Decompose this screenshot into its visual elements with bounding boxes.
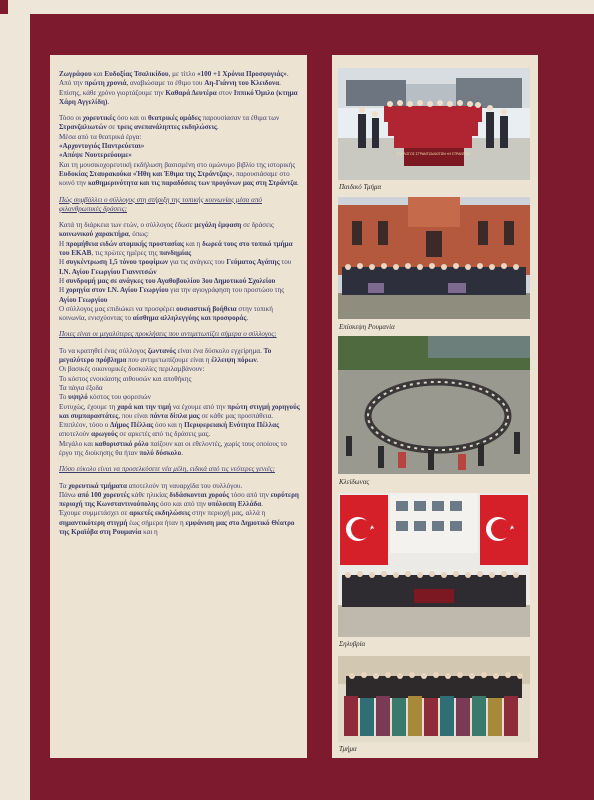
bold-text: έλλειψη πόρων: [211, 356, 257, 365]
text-run: κάθε ηλικίας: [129, 490, 170, 499]
bold-text: θεατρικές ομάδες: [147, 114, 201, 123]
text-run: , αναβιώσαμε το έθιμο του: [126, 79, 205, 88]
text-run: παρουσίασαν τα έθιμα των: [200, 114, 280, 123]
article-paragraph: [59, 365, 300, 374]
text-run: , που είναι: [118, 411, 150, 420]
bold-text: υψηλό: [68, 393, 88, 402]
paragraph-gap: [59, 323, 300, 330]
text-run: Οι βασικές οικονομικές δυσκολίες περιλαμβάνουν:: [59, 365, 205, 374]
photo-klidonas-dance: [338, 336, 530, 474]
article-paragraph: [59, 286, 300, 305]
text-run: για την αγιογράφηση του προστώου της: [168, 286, 285, 295]
article-paragraph: [59, 375, 300, 384]
bold-text: αρκετές εκδηλώσεις: [129, 509, 191, 518]
text-run: .: [261, 500, 263, 509]
text-run: του: [279, 258, 292, 267]
text-run: Και τη μουσικοχορευτική εκδήλωση βασισμένη στο ομώνυμο βιβλίο της ιστορικής: [59, 160, 296, 169]
interview-question: Πόσο εύκολο είναι να προσελκύσετε νέα μέλη, ειδικά από τις νεότερες γενιές;: [59, 465, 275, 474]
text-run: , όπως:: [128, 230, 149, 239]
text-run: Η: [59, 239, 66, 248]
bold-text: εμφάνιση μας στο Δημοτικό Θέατρο της Κραϊόβα στη Ρουμανία: [59, 518, 295, 537]
text-run: .: [296, 179, 299, 188]
article-paragraph: [59, 384, 300, 393]
text-run: , τις πρώτες ημέρες της: [91, 249, 160, 258]
text-run: .: [256, 356, 259, 365]
photo-dance-section: [338, 656, 530, 742]
bold-text: καθοριστικό ρόλο: [94, 439, 149, 448]
text-run: Η: [59, 286, 66, 295]
text-run: αποτελούν: [59, 430, 92, 439]
corner-mark: [0, 0, 8, 14]
bold-text: Αη-Γιάννη του Κλειδονα: [204, 79, 280, 88]
text-run: στην τοπική κοινωνία, ενισχύοντας το: [59, 304, 273, 323]
bold-text: «Αρχοντογιός Παντρεύεται»: [59, 142, 145, 151]
bold-text: από 100 χορευτές: [77, 490, 130, 499]
text-run: για τις ανάγκες του: [168, 258, 227, 267]
bold-text: πρώτη στιγμή χορηγούς και συμπαραστάτες: [59, 402, 300, 420]
bold-text: αίσθημα αλληλεγγύης και προσφοράς: [132, 314, 247, 323]
bold-text: χορευτικά τμήματα: [68, 481, 127, 490]
text-run: σε αρκετές από τις δράσεις μας.: [117, 430, 211, 439]
text-run: Μεγάλο και: [59, 439, 95, 448]
article-paragraph: [59, 403, 300, 422]
text-run: .: [246, 314, 249, 323]
bold-text: πανδημίας: [159, 249, 192, 258]
bold-text: πολύ δύσκολο: [139, 448, 182, 457]
bold-text: Ευδοξίας Τσαλικίδου: [104, 70, 169, 78]
article-paragraph: [59, 347, 300, 366]
paragraph-gap: [59, 107, 300, 114]
text-run: όσο και από την: [158, 500, 208, 509]
photo-silivria-group: [338, 493, 530, 637]
bold-text: Δήμος Πέλλας: [110, 421, 154, 430]
article-paragraph: [59, 393, 300, 402]
text-run: .: [286, 70, 289, 78]
text-run: και η: [183, 239, 203, 248]
text-run: .: [107, 97, 110, 106]
paragraph-gap: [59, 189, 300, 196]
bold-text: Αγίου Γεωργίου: [59, 295, 108, 304]
bold-text: Γεύματος Αγάπης: [226, 258, 280, 267]
article-paragraph: [59, 79, 300, 107]
bold-text: κοινωνικού χαρακτήρα: [59, 230, 129, 239]
photo-caption: Κλείδωνας: [339, 478, 370, 486]
interview-question: Ποιες είναι οι μεγαλύτερες προκλήσεις που αντιμετωπίζει σήμερα ο σύλλογος;: [59, 330, 277, 339]
text-run: παίζουν και οι εθελοντές, χωρίς τους οποίους το έργο της διοίκησης θα ήταν: [59, 439, 287, 457]
text-run: στην περιοχή μας, αλλά η: [190, 509, 266, 518]
text-run: Ο σύλλογος μας επιδιώκει να προσφέρει: [59, 304, 177, 313]
left-margin: [0, 14, 30, 800]
article-paragraph: [59, 440, 300, 459]
bold-text: χαρά και την τιμή: [117, 402, 172, 411]
article-paragraph: [59, 421, 300, 440]
text-run: είναι ένα δύσκολο εγχείρημα.: [175, 346, 264, 355]
bold-text: «Απόψε Νουτερεύουμε»: [59, 151, 132, 160]
bold-text: χορευτικές: [82, 114, 116, 123]
article-paragraph: [59, 240, 300, 259]
article-paragraph: [59, 151, 300, 160]
text-run: Πάνω: [59, 490, 78, 499]
article-paragraph: [59, 482, 300, 491]
bold-text: μεγάλη έμφαση: [194, 221, 242, 230]
text-run: Η: [59, 258, 66, 267]
paragraph-gap: [59, 214, 300, 221]
text-run: σε κάθε μας προσπάθεια.: [199, 411, 274, 420]
photo-caption: Παιδικό Τμήμα: [339, 183, 382, 191]
bold-text: τρεις ανεπανάληπτες εκδηλώσεις: [117, 123, 217, 132]
text-run: Μέσα από τα θεατρικά έργα:: [59, 132, 142, 141]
text-run: Η: [59, 276, 66, 285]
text-run: . Επίσης, κάθε χρόνο γιορτάζουμε την: [59, 79, 281, 97]
text-run: τόσο από την: [229, 490, 271, 499]
text-run: που αντιμετωπίζουμε είναι η: [126, 356, 212, 365]
bold-text: Ευδοκίας Σταυρακούκα «Ήθη και Έθιμα της Στράντζας»: [59, 169, 233, 178]
article-paragraph: [59, 133, 300, 142]
bold-text: Καθαρά Δευτέρα: [165, 88, 217, 97]
bold-text: υπόλοιπη Ελλάδα: [207, 500, 262, 509]
bold-text: ευρύτερη περιοχή της Κωνσταντινούπολης: [59, 490, 299, 509]
interview-question: Πώς συμβάλλει ο σύλλογος στη στήριξη της τοπικής κοινωνίας μέσα από φιλανθρωπικές δράσεις;: [59, 195, 262, 213]
text-run: Ευτυχώς, έχουμε τη: [59, 402, 118, 411]
text-run: .: [181, 448, 183, 457]
text-run: .: [216, 123, 219, 132]
text-run: Κατά τη διάρκεια των ετών, ο σύλλογος έδωσε: [59, 221, 195, 230]
text-run: στον: [216, 88, 234, 97]
text-run: Τόσο οι: [59, 114, 83, 123]
bold-text: «100 +1 Χρόνια Προσφυγιάς»: [197, 70, 287, 78]
bold-text: Στρανζαλιωτών: [59, 123, 107, 132]
article-paragraph: [59, 258, 300, 277]
bold-text: πρώτη χρονιά: [84, 79, 127, 88]
bold-text: δωρεά τους στο τοπικό τμήμα του ΕΚΑΒ: [59, 239, 293, 258]
photo-children-group: [338, 68, 530, 180]
article-paragraph: [59, 509, 300, 537]
text-run: Το: [59, 393, 69, 402]
bold-text: Ζωγράφου: [59, 70, 92, 78]
bold-text: Το μεγαλύτερο πρόβλημα: [59, 346, 272, 365]
article-paragraph: [59, 221, 300, 240]
paragraph-gap: [59, 475, 300, 482]
top-bar: [0, 0, 594, 14]
bold-text: Ι.Ν. Αγίου Γεωργίου Γιαννιτσών: [59, 267, 157, 276]
bold-text: αρωγούς: [91, 430, 118, 439]
photo-caption: Τμήμα: [339, 745, 357, 753]
photo-caption: Επίσκεψη Ρουμανία: [339, 323, 395, 331]
article-paragraph: [59, 305, 300, 324]
paragraph-gap: [59, 458, 300, 465]
text-run: και: [91, 70, 105, 78]
bold-text: καθημερινότητα και τις παραδόσεις των προγόνων μας στη Στράντζα: [87, 179, 297, 188]
article-paragraph: [59, 161, 300, 189]
article-paragraph: [59, 70, 300, 79]
bold-text: ζωντανός: [147, 346, 176, 355]
text-run: έως σήμερα ήταν η: [127, 518, 186, 527]
bold-text: Ιππικό Όμιλο (κτημα Χάρη Αγγελίδη): [59, 88, 298, 106]
article-text-column: [50, 55, 307, 758]
text-run: Από την: [59, 79, 85, 88]
bold-text: συνδρομή μας σε ανάγκες του Αγαθοβουλίου 3ου Δημοτικού Σχολείου: [65, 276, 276, 285]
bold-text: σημαντικότερη στιγμή: [59, 518, 128, 527]
text-run: όσο και η: [153, 421, 185, 430]
article-paragraph: [59, 114, 300, 133]
bold-text: συγκέντρωση 1,5 τόνου τροφίμων: [65, 258, 169, 267]
article-paragraph: [59, 142, 300, 151]
text-run: Το να κρατηθεί ένας σύλλογος: [59, 346, 148, 355]
text-run: , με τίτλο: [168, 70, 198, 78]
bold-text: πάντα δίπλα μας: [149, 411, 200, 420]
photo-romania-visit: [338, 197, 530, 319]
text-run: σε: [106, 123, 117, 132]
text-run: αποτελούν τη ναυαρχίδα του συλλόγου.: [126, 481, 243, 490]
bold-text: προμήθεια ειδών ατομικής προστασίας: [65, 239, 184, 248]
text-run: κόστος του φορεσιών: [87, 393, 151, 402]
article-paragraph: [59, 491, 300, 510]
text-run: Επιπλέον, τόσο ο: [59, 421, 110, 430]
text-run: να έχουμε από την: [171, 402, 228, 411]
photo-caption: Σηλυβρία: [339, 640, 366, 648]
paragraph-gap: [59, 340, 300, 347]
text-run: όσο και οι: [115, 114, 148, 123]
text-run: και η: [141, 528, 158, 537]
text-run: Το κόστος ενοικίασης αιθουσών και αποθήκης: [59, 374, 192, 383]
text-run: , παρουσιάσαμε στο κοινό την: [59, 169, 290, 188]
text-run: σε δράσεις: [241, 221, 274, 230]
bold-text: ουσιαστική βοήθεια: [176, 304, 237, 313]
bold-text: χορηγία στον Ι.Ν. Αγίου Γεωργίου: [65, 286, 169, 295]
text-run: Τα πάγια έξοδα: [59, 383, 103, 392]
bold-text: διδάσκονται χορούς: [169, 490, 230, 499]
text-run: Τα: [59, 481, 69, 490]
banner-text: ΣΥΛΛΟΓΟΣ ΣΤΡΑΝΤΖΑΛΙΩΤΩΝ «Η ΣΤΡΑΝΤΖΑ»: [396, 152, 472, 156]
article-paragraph: [59, 277, 300, 286]
bold-text: Περιφερειακή Ενότητα Πέλλας: [184, 421, 280, 430]
text-run: Έχουμε συμμετάσχει σε: [59, 509, 130, 518]
